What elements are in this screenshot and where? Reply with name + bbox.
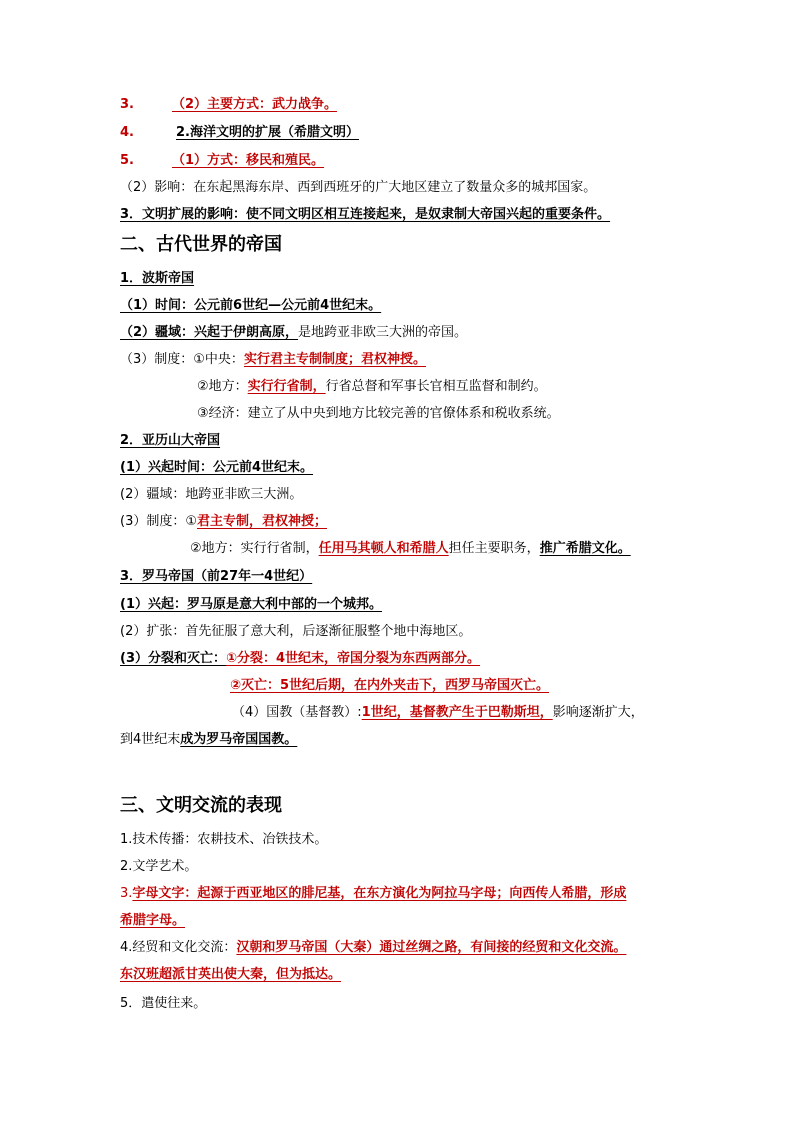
paragraph: ②灭亡：5世纪后期，在内外夹击下，西罗马帝国灭亡。	[230, 678, 550, 693]
paragraph	[120, 650, 480, 668]
text-segment: 成为罗马帝国国教。	[180, 732, 298, 747]
paragraph: (2）疆域：地跨亚非欧三大洲。	[120, 487, 303, 502]
paragraph: （2）影响：在东起黑海东岸、西到西班牙的广大地区建立了数量众多的城邦国家。	[120, 180, 597, 195]
text-segment: 行省总督和军事长官相互监督和制约。	[325, 379, 547, 394]
list-item	[120, 939, 626, 957]
subsection-title: 3．罗马帝国（前27年一4世纪）	[120, 569, 313, 584]
paragraph	[190, 540, 631, 558]
text-segment: 字母文字：起源于西亚地区的腓尼基，在东方演化为阿拉马字母；向西传人希腊，形成	[132, 886, 627, 901]
subsection-title: 2．亚历山大帝国	[120, 433, 221, 448]
paragraph	[120, 351, 426, 369]
paragraph: (1）兴起时间：公元前4世纪末。	[120, 460, 314, 475]
text-segment: ②地方：	[197, 379, 248, 394]
text-segment: 是地跨亚非欧三大洲的帝国。	[298, 325, 468, 340]
text-segment: ①分裂：4世纪末，帝国分裂为东西两部分。	[226, 651, 481, 666]
text-segment: （4）国教（基督教）:	[232, 705, 362, 720]
item-text: （2）主要方式：武力战争。	[172, 97, 338, 112]
text-segment: 到4世纪末	[120, 732, 181, 747]
text-segment: 4.经贸和文化交流：	[120, 940, 237, 955]
list-item	[120, 124, 359, 142]
text-segment: (3）分裂和灭亡：	[120, 651, 226, 666]
paragraph	[120, 731, 297, 749]
list-item: 5．遣使往来。	[120, 996, 207, 1011]
text-segment: （3）制度：①中央：	[120, 352, 244, 367]
text-segment: 实行君主专制制度；君权神授。	[243, 352, 426, 367]
paragraph	[120, 513, 327, 531]
paragraph: 3．文明扩展的影响：使不同文明区相互连接起来，是奴隶制大帝国兴起的重要条件。	[120, 207, 611, 222]
item-number: 3.	[120, 97, 134, 112]
subsection-title: 1．波斯帝国	[120, 271, 195, 286]
item-text: （1）方式：移民和殖民。	[172, 153, 325, 168]
paragraph	[120, 324, 467, 342]
item-number: 3.	[120, 886, 133, 901]
paragraph: ③经济：建立了从中央到地方比较完善的官僚体系和税收系统。	[197, 406, 560, 421]
paragraph	[232, 704, 644, 722]
text-segment: 担任主要职务，	[448, 541, 540, 556]
list-item	[120, 885, 626, 903]
section-heading: 三、文明交流的表现	[120, 795, 282, 816]
paragraph: (1）兴起：罗马原是意大利中部的一个城邦。	[120, 597, 382, 612]
text-segment: 君主专制，君权神授；	[197, 514, 328, 529]
paragraph: 希腊字母。	[120, 913, 186, 928]
label: （2）疆域：兴起于伊朗高原，	[120, 325, 299, 340]
text-segment: 推广希腊文化。	[539, 541, 631, 556]
text-segment: 任用马其顿人和希腊人	[318, 541, 449, 556]
list-item: 1.技术传播：农耕技术、冶铁技术。	[120, 832, 328, 847]
text-segment	[120, 325, 298, 340]
paragraph: (2）扩张：首先征服了意大利，后逐渐征服整个地中海地区。	[120, 624, 472, 639]
list-item	[120, 96, 337, 114]
list-item	[120, 152, 324, 170]
item-text: 2.海洋文明的扩展（希腊文明）	[176, 125, 359, 140]
text-segment: (3）制度：①	[120, 514, 197, 529]
text-segment: 汉朝和罗马帝国（大秦）通过丝绸之路，有间接的经贸和文化交流。	[236, 940, 627, 955]
text-segment: 影响逐渐扩大，	[552, 705, 644, 720]
paragraph	[197, 378, 547, 396]
text-segment: ②地方：实行行省制，	[190, 541, 319, 556]
list-item: 2.文学艺术。	[120, 859, 198, 874]
text-segment: 实行行省制，	[247, 379, 326, 394]
item-number: 5.	[120, 153, 134, 168]
text-segment: 1世纪，基督教产生于巴勒斯坦，	[361, 705, 553, 720]
section-heading: 二、古代世界的帝国	[120, 234, 282, 255]
item-number: 4.	[120, 125, 134, 140]
paragraph: （1）时间：公元前6世纪—公元前4世纪末。	[120, 298, 382, 313]
paragraph: 东汉班超派甘英出使大秦，但为抵达。	[120, 967, 342, 982]
